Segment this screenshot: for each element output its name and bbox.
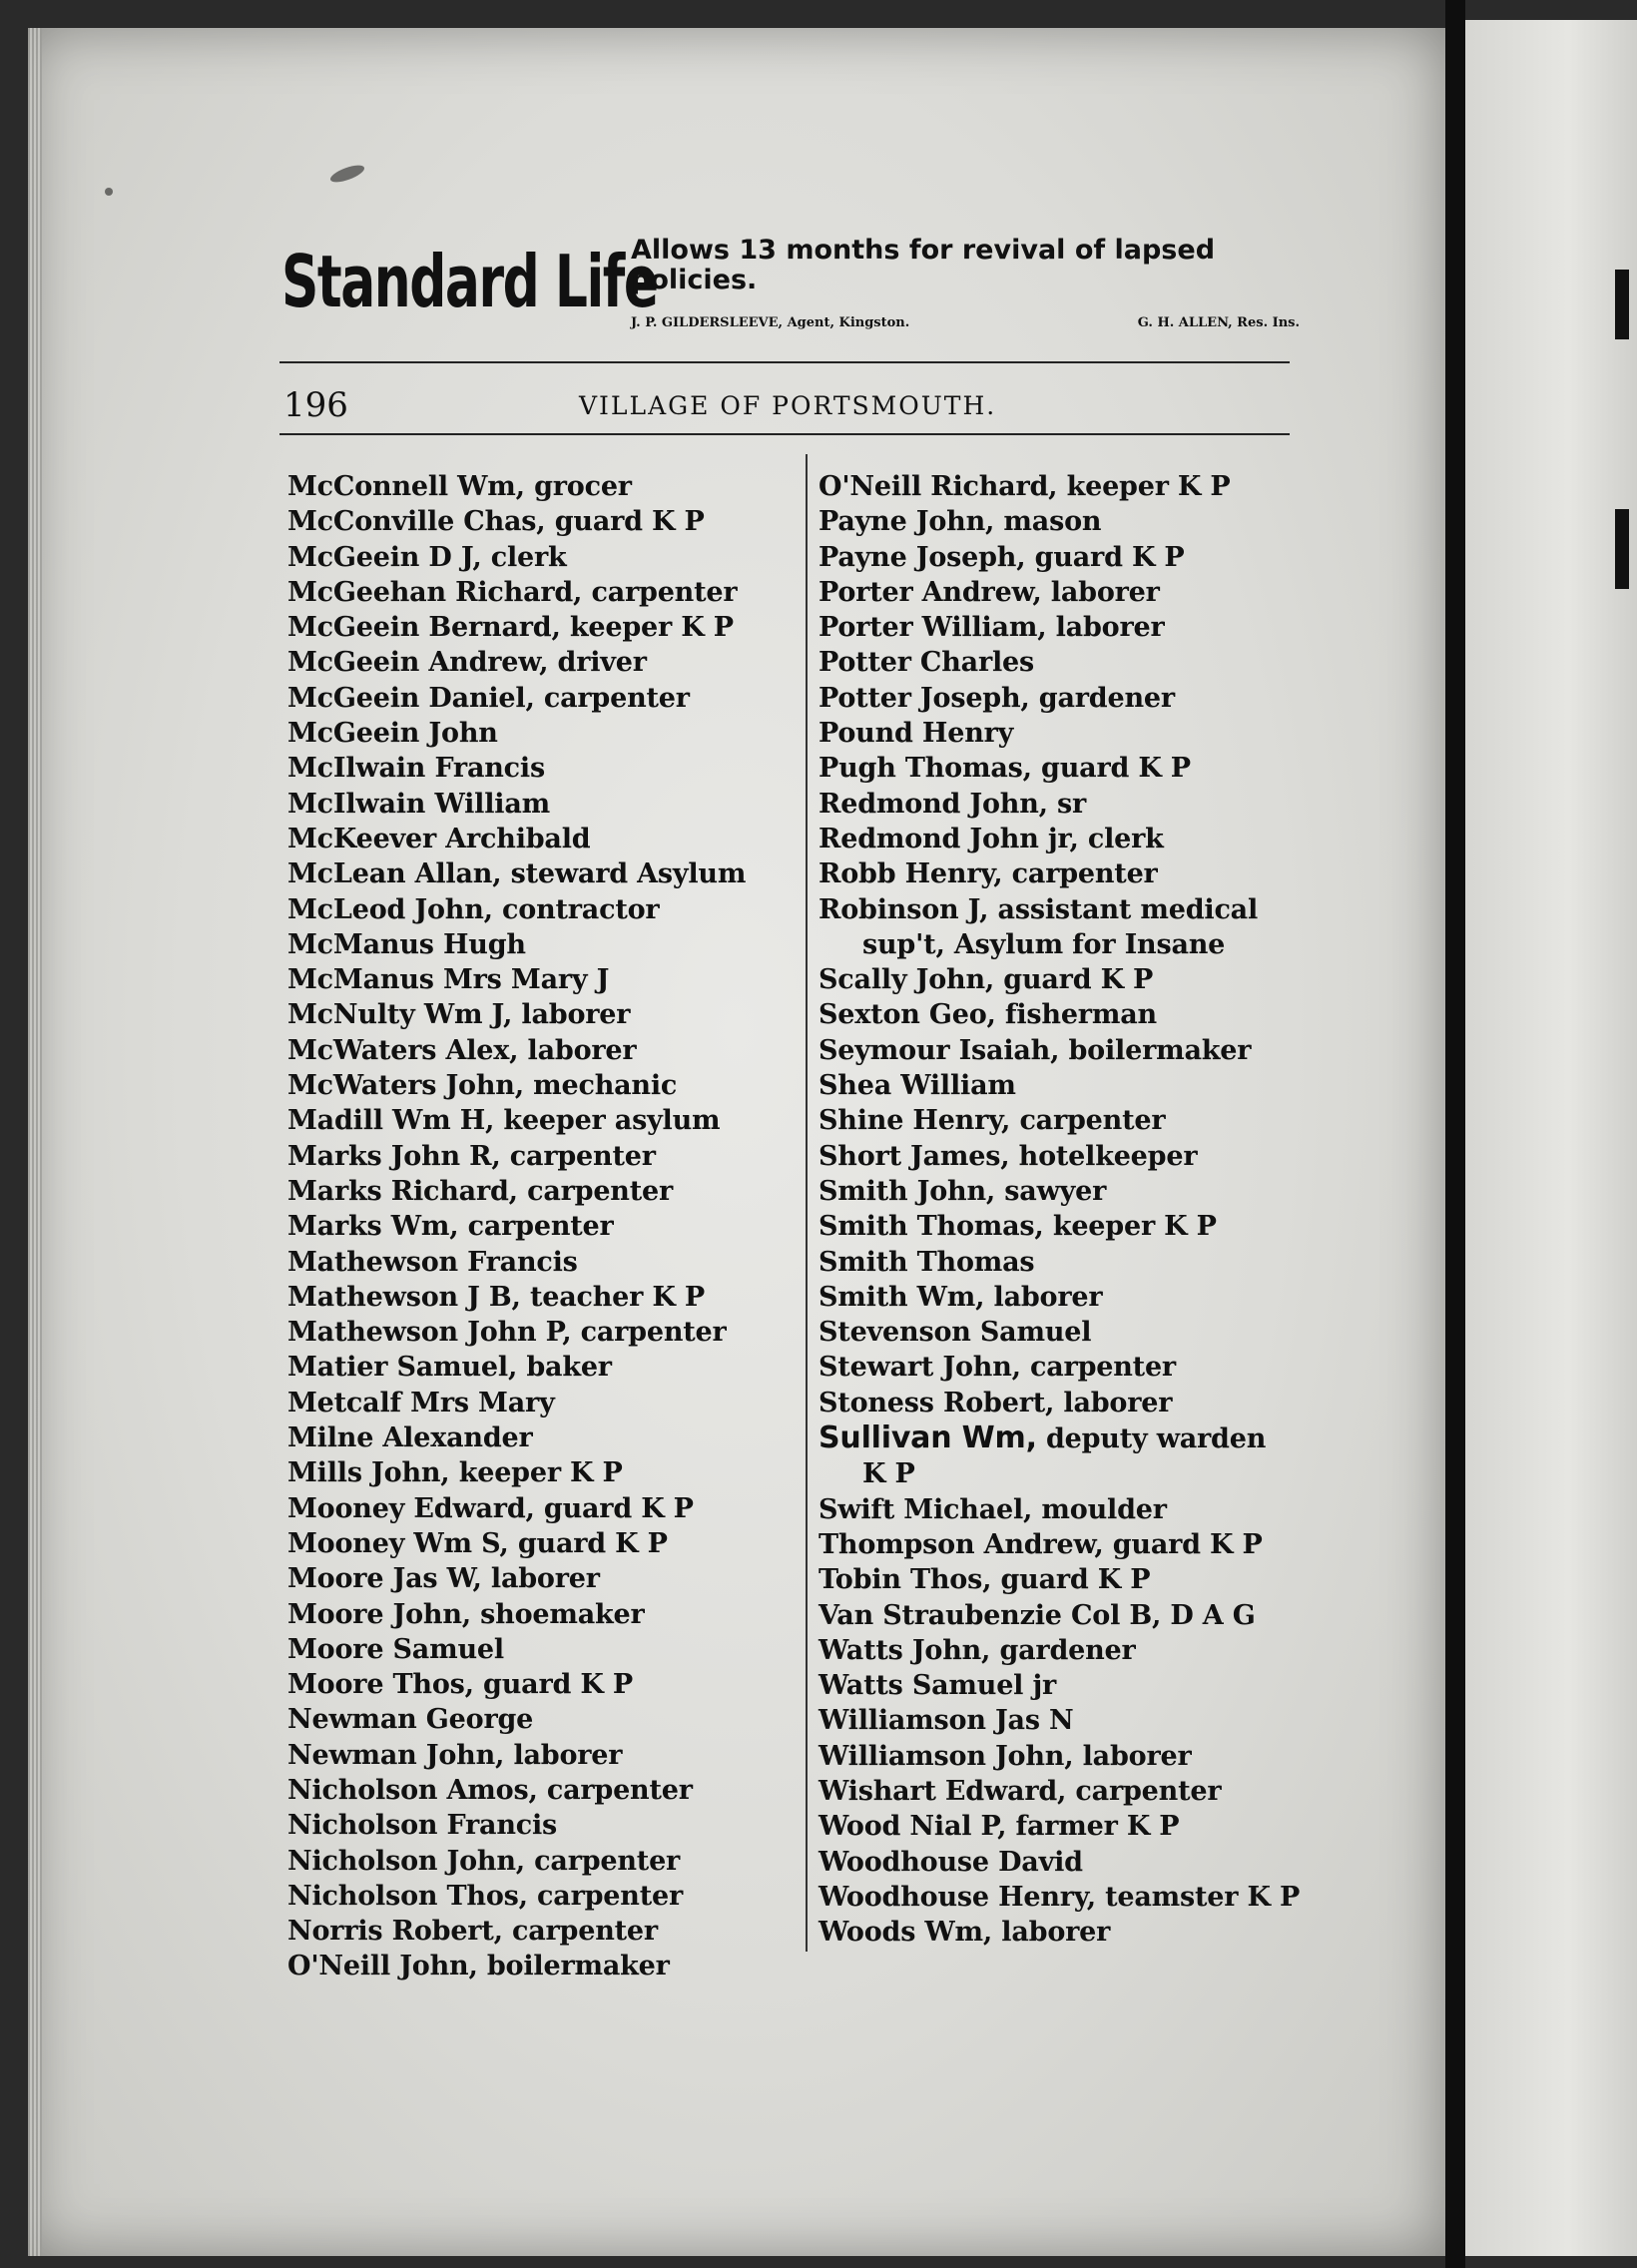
book-gutter xyxy=(1445,0,1465,2268)
directory-entry xyxy=(818,1420,1338,1456)
header-rule-top xyxy=(279,361,1290,363)
directory-entry: Marks Richard, carpenter xyxy=(287,1175,674,1207)
directory-entry: Moore Samuel xyxy=(287,1633,504,1665)
directory-entry: Watts Samuel jr xyxy=(818,1670,1057,1702)
directory-entry: Shea William xyxy=(818,1070,1016,1102)
directory-entry: Nicholson John, carpenter xyxy=(287,1845,681,1877)
directory-entry: McWaters John, mechanic xyxy=(287,1070,678,1102)
directory-entry: Robinson J, assistant medical xyxy=(818,893,1259,925)
directory-entry: McGeein John xyxy=(287,718,498,750)
directory-entry: McGeein Andrew, driver xyxy=(287,647,647,679)
directory-entry: Woodhouse David xyxy=(818,1846,1083,1878)
directory-entry: Seymour Isaiah, boilermaker xyxy=(818,1034,1252,1066)
directory-entry: Moore Jas W, laborer xyxy=(287,1563,600,1595)
entry-occupation: deputy warden xyxy=(1036,1423,1267,1455)
directory-entry: Shine Henry, carpenter xyxy=(818,1105,1166,1137)
directory-entry: Robb Henry, carpenter xyxy=(818,858,1158,890)
directory-entry: Pound Henry xyxy=(818,718,1014,750)
ad-brand-name: Standard Life xyxy=(281,240,658,323)
directory-entry: Mathewson John P, carpenter xyxy=(287,1317,727,1349)
directory-entry: Redmond John jr, clerk xyxy=(818,823,1164,854)
directory-entry: Madill Wm H, keeper asylum xyxy=(287,1105,721,1137)
directory-entry: McKeever Archibald xyxy=(287,823,591,854)
directory-entry: McGeein Bernard, keeper K P xyxy=(287,612,734,644)
directory-entry: Sexton Geo, fisherman xyxy=(818,999,1157,1031)
directory-entry: Mooney Edward, guard K P xyxy=(287,1492,694,1524)
directory-entry: Mills John, keeper K P xyxy=(287,1457,623,1489)
page-edge-stack xyxy=(28,28,42,2256)
directory-entry: Smith Wm, laborer xyxy=(818,1281,1103,1313)
directory-entry: Smith Thomas, keeper K P xyxy=(818,1211,1217,1243)
directory-entry: Van Straubenzie Col B, D A G xyxy=(818,1599,1256,1631)
adjacent-page-fragment xyxy=(1465,20,1637,2256)
directory-entry: Watts John, gardener xyxy=(818,1634,1136,1666)
directory-entry: Williamson Jas N xyxy=(818,1705,1074,1737)
directory-entry: Nicholson Francis xyxy=(287,1810,558,1842)
directory-entry: Woods Wm, laborer xyxy=(818,1917,1111,1949)
directory-entry: McManus Hugh xyxy=(287,928,526,960)
directory-entry: Newman George xyxy=(287,1704,534,1736)
directory-entry: Stoness Robert, laborer xyxy=(818,1387,1173,1418)
directory-column-right xyxy=(818,469,1338,1950)
directory-entry: O'Neill Richard, keeper K P xyxy=(818,471,1231,502)
directory-entry: Nicholson Thos, carpenter xyxy=(287,1880,683,1912)
directory-entry: K P xyxy=(862,1458,915,1490)
directory-entry: McLeod John, contractor xyxy=(287,893,660,925)
directory-entry: Mooney Wm S, guard K P xyxy=(287,1527,668,1559)
column-divider xyxy=(806,454,808,1952)
directory-entry: McNulty Wm J, laborer xyxy=(287,999,631,1031)
running-head: VILLAGE OF PORTSMOUTH. xyxy=(579,391,997,420)
directory-entry: Porter Andrew, laborer xyxy=(818,576,1160,608)
directory-entry: Mathewson J B, teacher K P xyxy=(287,1281,705,1313)
directory-entry: Swift Michael, moulder xyxy=(818,1493,1167,1525)
directory-entry: O'Neill John, boilermaker xyxy=(287,1951,670,1983)
directory-entry: Williamson John, laborer xyxy=(818,1740,1192,1772)
directory-entry: Tobin Thos, guard K P xyxy=(818,1564,1151,1596)
ad-slogan: Allows 13 months for revival of lapsed policies. xyxy=(631,235,1216,295)
ink-smudge xyxy=(105,188,113,196)
directory-entry: Stevenson Samuel xyxy=(818,1317,1092,1349)
adjacent-page-ink xyxy=(1615,509,1629,589)
directory-entry: Mathewson Francis xyxy=(287,1246,578,1278)
directory-entry: Norris Robert, carpenter xyxy=(287,1916,658,1948)
directory-entry: Wishart Edward, carpenter xyxy=(818,1775,1222,1807)
directory-entry: Potter Charles xyxy=(818,647,1035,679)
directory-entry: Stewart John, carpenter xyxy=(818,1352,1176,1384)
adjacent-page-ink xyxy=(1615,270,1629,339)
directory-entry: Thompson Andrew, guard K P xyxy=(818,1528,1263,1560)
ad-agent-left: J. P. GILDERSLEEVE, Agent, Kingston. xyxy=(631,315,910,330)
directory-entry: Moore John, shoemaker xyxy=(287,1598,645,1630)
directory-entry: Wood Nial P, farmer K P xyxy=(818,1811,1180,1843)
directory-entry: Potter Joseph, gardener xyxy=(818,682,1175,714)
directory-entry: sup't, Asylum for Insane xyxy=(862,928,1226,960)
directory-entry: McConnell Wm, grocer xyxy=(287,471,632,502)
ad-agents xyxy=(631,315,1300,330)
page-number: 196 xyxy=(283,385,348,425)
directory-entry: McWaters Alex, laborer xyxy=(287,1034,637,1066)
directory-entry: Payne Joseph, guard K P xyxy=(818,541,1185,573)
directory-entry: McManus Mrs Mary J xyxy=(287,964,610,996)
directory-entry: Marks John R, carpenter xyxy=(287,1140,656,1172)
directory-entry: Nicholson Amos, carpenter xyxy=(287,1774,693,1806)
directory-entry: Porter William, laborer xyxy=(818,612,1165,644)
directory-entry: Smith John, sawyer xyxy=(818,1175,1107,1207)
advertisement-banner xyxy=(281,236,1300,345)
directory-entry: McIlwain William xyxy=(287,788,550,820)
directory-entry: McConville Chas, guard K P xyxy=(287,506,705,538)
entry-name-emphasized: Sullivan Wm, xyxy=(818,1420,1037,1456)
directory-entry: McGeehan Richard, carpenter xyxy=(287,576,738,608)
directory-entry: Woodhouse Henry, teamster K P xyxy=(818,1881,1301,1913)
directory-entry: McGeein Daniel, carpenter xyxy=(287,682,690,714)
directory-entry: Newman John, laborer xyxy=(287,1739,623,1771)
directory-entry: Matier Samuel, baker xyxy=(287,1352,612,1384)
directory-entry: Marks Wm, carpenter xyxy=(287,1211,614,1243)
header-rule-bottom xyxy=(279,433,1290,435)
directory-entry: Redmond John, sr xyxy=(818,788,1087,820)
directory-entry: Payne John, mason xyxy=(818,506,1102,538)
directory-entry: Milne Alexander xyxy=(287,1422,533,1454)
directory-entry: Metcalf Mrs Mary xyxy=(287,1387,555,1418)
directory-entry: Smith Thomas xyxy=(818,1246,1035,1278)
directory-entry: McGeein D J, clerk xyxy=(287,541,567,573)
directory-entry: Short James, hotelkeeper xyxy=(818,1140,1198,1172)
directory-entry: Moore Thos, guard K P xyxy=(287,1669,633,1701)
directory-entry: McIlwain Francis xyxy=(287,753,545,785)
directory-column-left xyxy=(287,469,787,1984)
directory-entry: McLean Allan, steward Asylum xyxy=(287,858,747,890)
directory-entry: Pugh Thomas, guard K P xyxy=(818,753,1191,785)
directory-entry: Scally John, guard K P xyxy=(818,964,1154,996)
ad-agent-right: G. H. ALLEN, Res. Ins. xyxy=(1137,315,1300,330)
